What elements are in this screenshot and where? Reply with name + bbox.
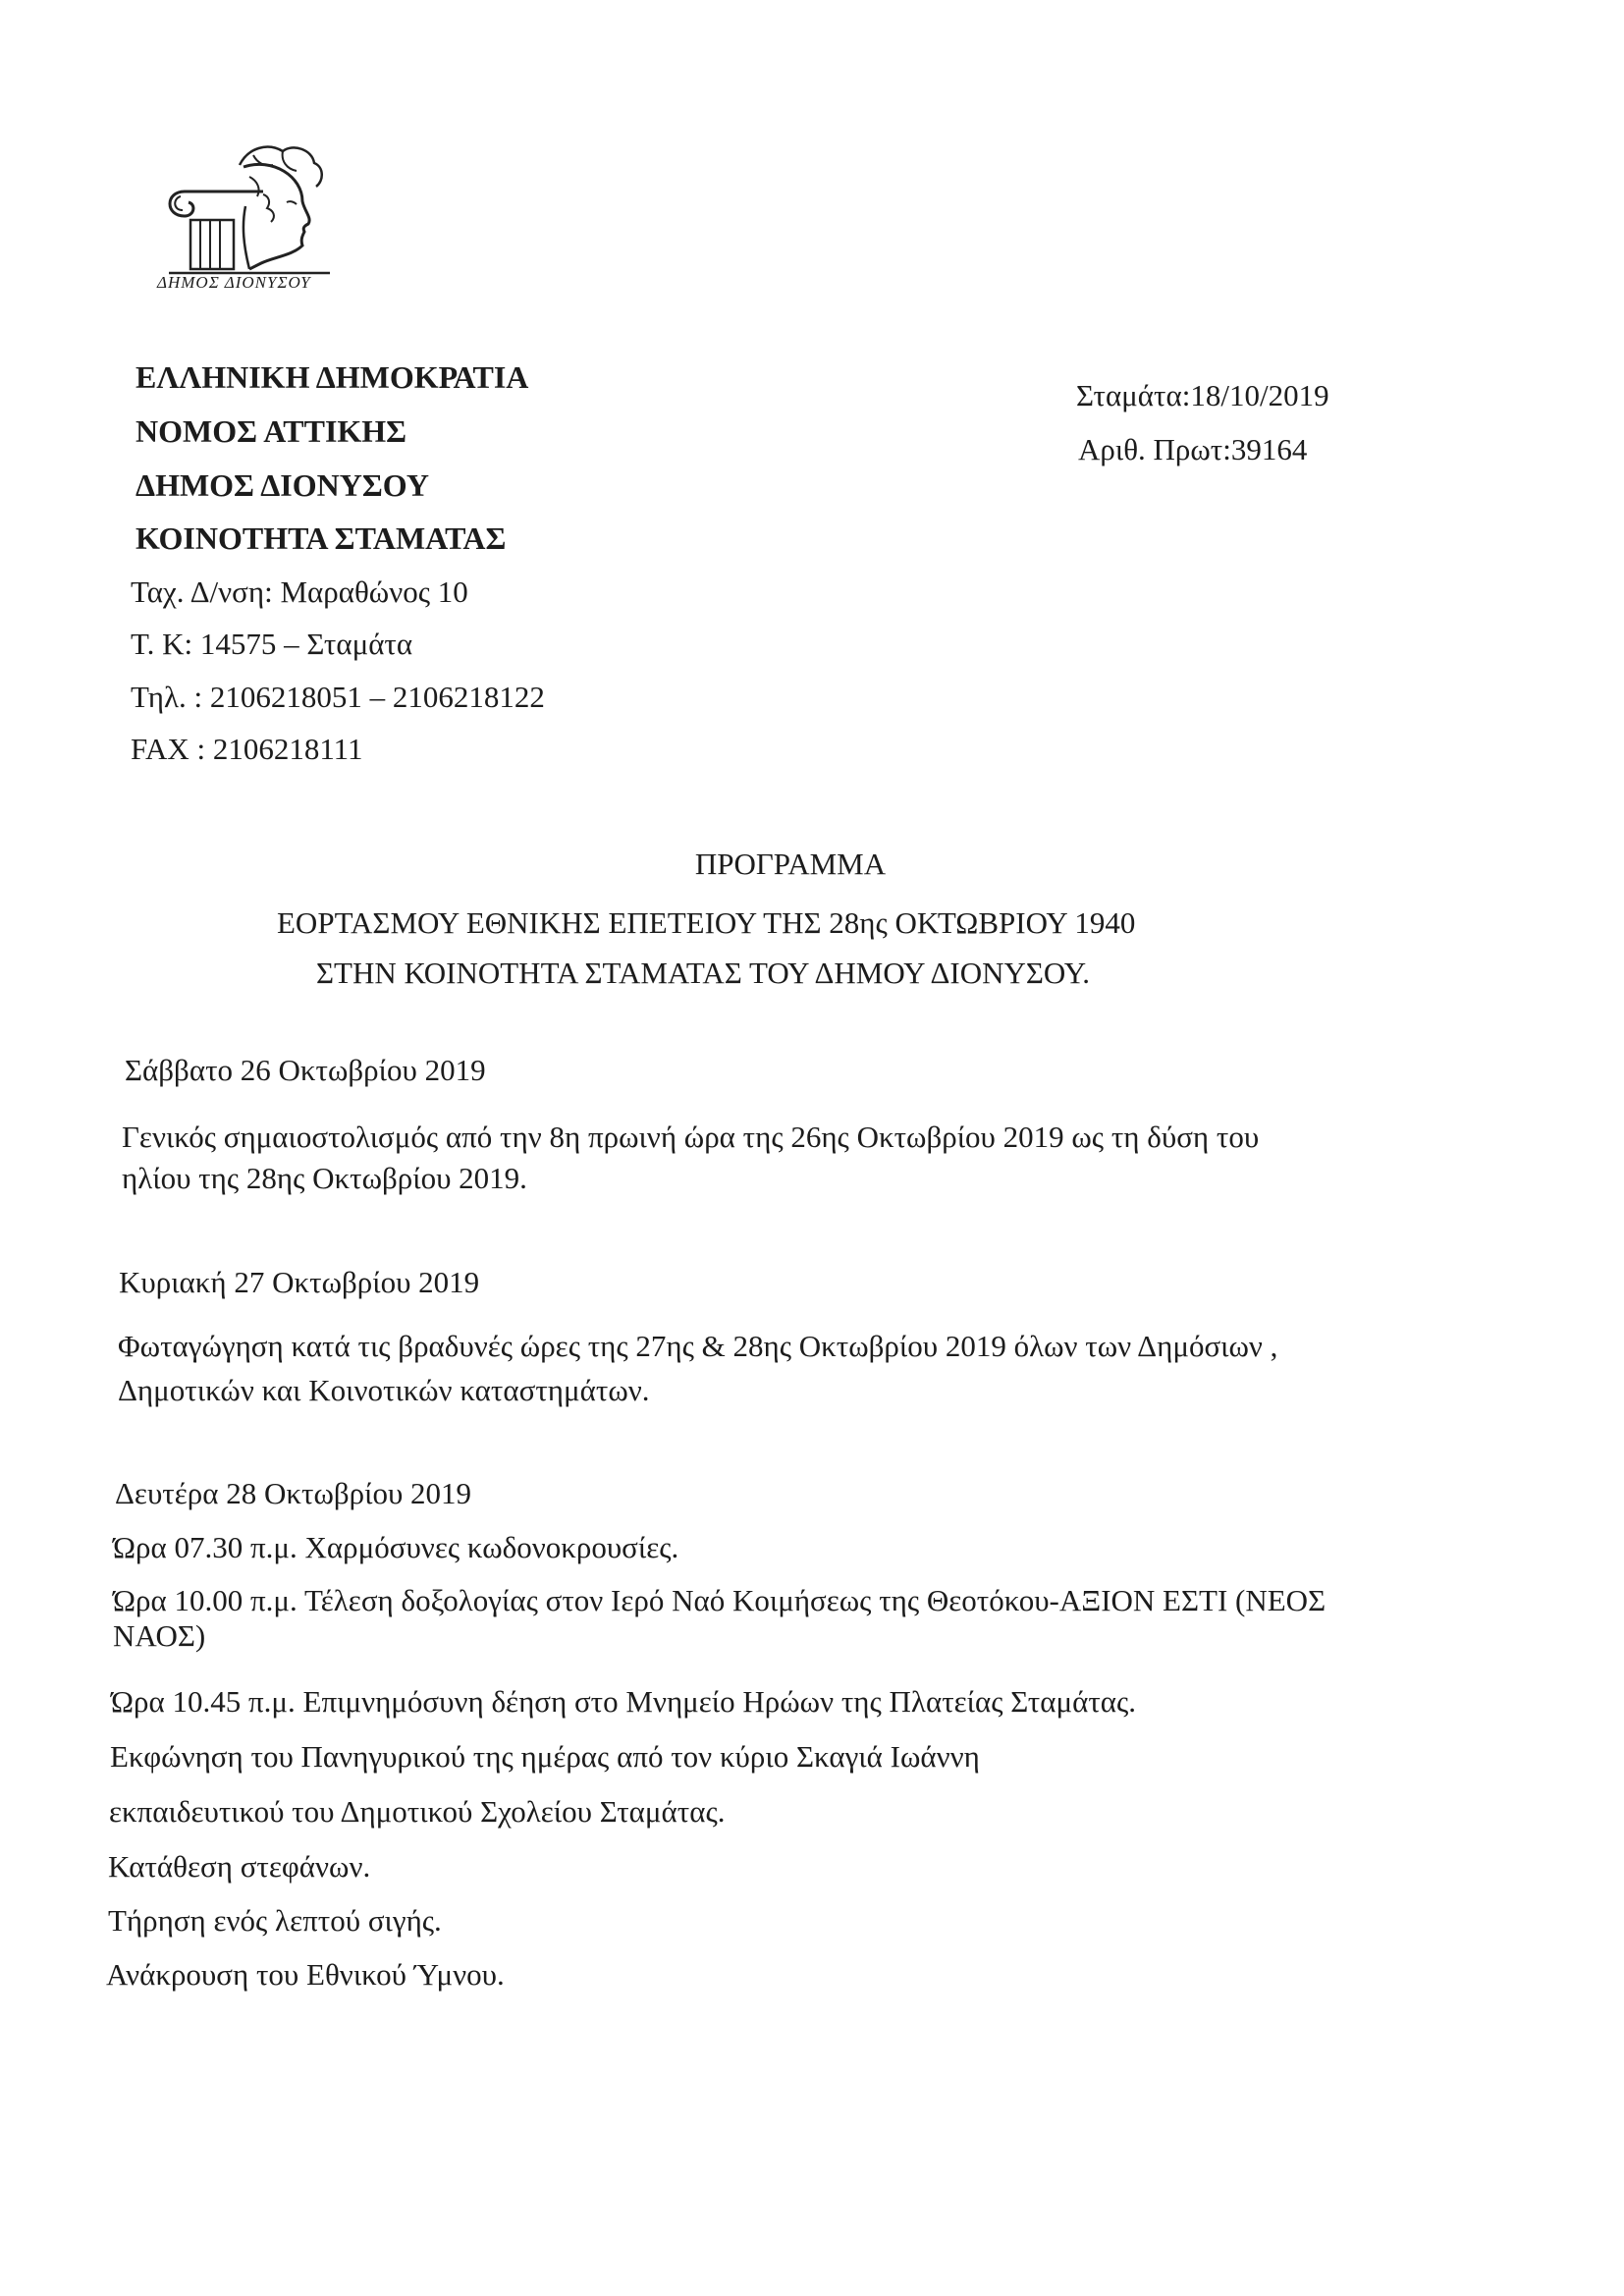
monday-item-speech-line2: εκπαιδευτικού του Δημοτικού Σχολείου Σταμάτας. (109, 1794, 726, 1829)
header-address: Ταχ. Δ/νση: Μαραθώνος 10 (131, 574, 468, 609)
title-location: ΣΤΗΝ ΚΟΙΝΟΤΗΤΑ ΣΤΑΜΑΤΑΣ ΤΟΥ ΔΗΜΟΥ ΔΙΟΝΥΣΟΥ. (316, 956, 1091, 990)
monday-item-silence: Τήρηση ενός λεπτού σιγής. (108, 1903, 442, 1938)
monday-item-doxology-line1: Ώρα 10.00 π.μ. Τέλεση δοξολογίας στον Ιερό Ναό Κοιμήσεως της Θεοτόκου-ΑΞΙΟΝ ΕΣΤΙ (ΝΕΟΣ (113, 1583, 1326, 1617)
header-line-republic: ΕΛΛΗΝΙΚΗ ΔΗΜΟΚΡΑΤΙΑ (135, 359, 529, 395)
monday-item-speech-line1: Εκφώνηση του Πανηγυρικού της ημέρας από τον κύριο Σκαγιά Ιωάννη (110, 1739, 980, 1774)
monday-item-bells: Ώρα 07.30 π.μ. Χαρμόσυνες κωδονοκρουσίες. (113, 1530, 679, 1564)
saturday-text-line1: Γενικός σημαιοστολισμός από την 8η πρωινή ώρα της 26ης Οκτωβρίου 2019 ως τη δύση του (122, 1120, 1260, 1154)
header-postal-code: Τ. Κ: 14575 – Σταμάτα (131, 627, 413, 661)
monday-item-doxology-line2: ΝΑΟΣ) (113, 1618, 206, 1653)
header-phone: Τηλ. : 2106218051 – 2106218122 (131, 680, 545, 714)
monday-item-wreaths: Κατάθεση στεφάνων. (108, 1849, 371, 1884)
logo-caption: ΔΗΜΟΣ ΔΙΟΝΥΣΟΥ (157, 273, 311, 292)
saturday-text-line2: ηλίου της 28ης Οκτωβρίου 2019. (122, 1161, 527, 1195)
saturday-date: Σάββατο 26 Οκτωβρίου 2019 (125, 1053, 486, 1087)
title-celebration: ΕΟΡΤΑΣΜΟΥ ΕΘΝΙΚΗΣ ΕΠΕΤΕΙΟΥ ΤΗΣ 28ης ΟΚΤΩΒΡΙΟΥ 1940 (277, 905, 1136, 940)
monday-date: Δευτέρα 28 Οκτωβρίου 2019 (115, 1476, 472, 1510)
header-line-municipality: ΔΗΜΟΣ ΔΙΟΝΥΣΟΥ (135, 467, 429, 503)
sunday-text-line1: Φωταγώγηση κατά τις βραδυνές ώρες της 27ης & 28ης Οκτωβρίου 2019 όλων των Δημόσιων , (118, 1329, 1278, 1363)
monday-item-memorial: Ώρα 10.45 π.μ. Επιμνημόσυνη δέηση στο Μνημείο Ηρώων της Πλατείας Σταμάτας. (111, 1684, 1137, 1719)
header-line-community: ΚΟΙΝΟΤΗΤΑ ΣΤΑΜΑΤΑΣ (135, 520, 507, 556)
title-program: ΠΡΟΓΡΑΜΜΑ (694, 847, 887, 881)
sunday-text-line2: Δημοτικών και Κοινοτικών καταστημάτων. (118, 1373, 650, 1407)
sunday-date: Κυριακή 27 Οκτωβρίου 2019 (119, 1265, 480, 1299)
monday-item-anthem: Ανάκρουση του Εθνικού Ύμνου. (106, 1957, 505, 1992)
document-date: Σταμάτα:18/10/2019 (1076, 378, 1329, 412)
header-line-prefecture: ΝΟΜΟΣ ΑΤΤΙΚΗΣ (135, 413, 407, 449)
header-fax: FAX : 2106218111 (131, 732, 363, 766)
protocol-number: Αριθ. Πρωτ:39164 (1078, 432, 1308, 466)
